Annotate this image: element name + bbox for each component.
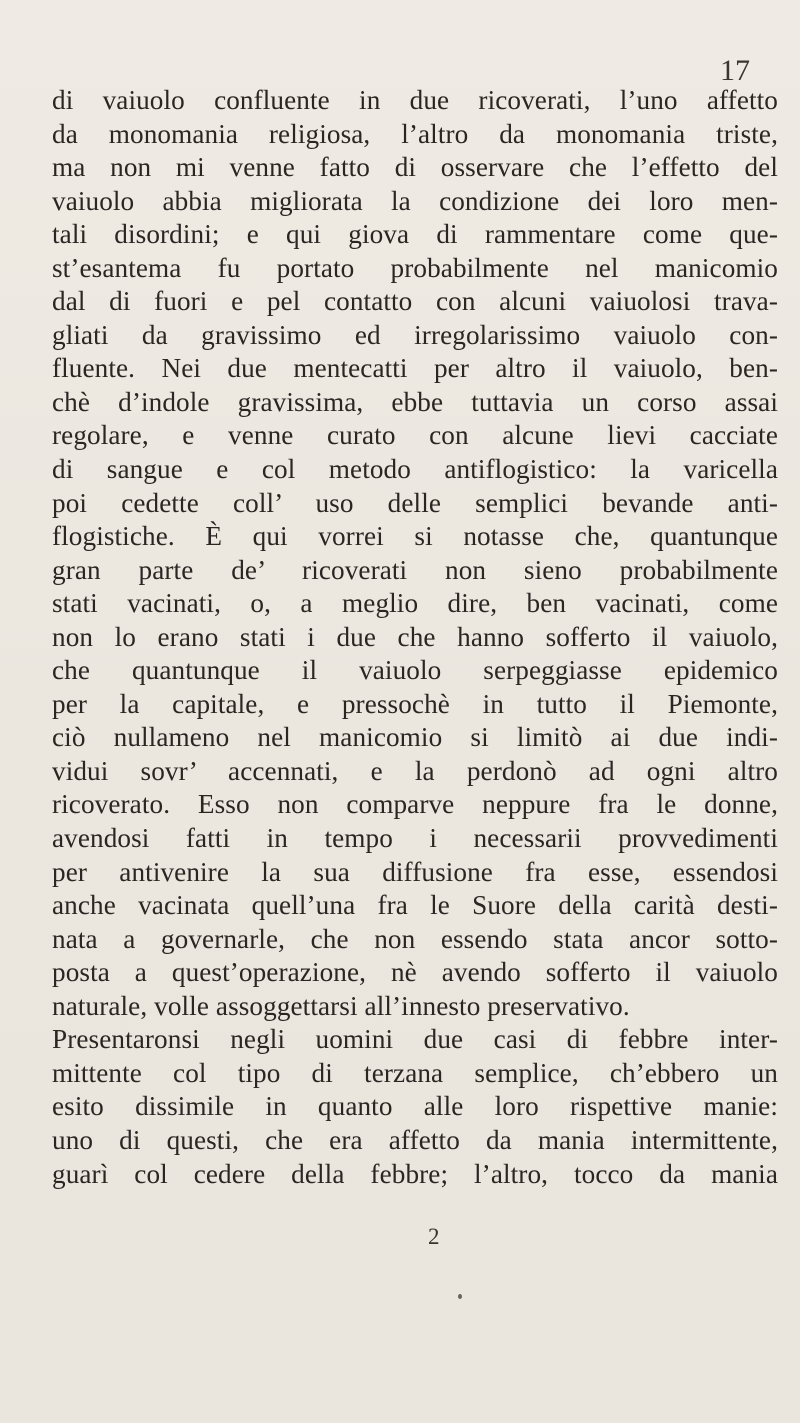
text-line: ma non mi venne fatto di osservare che l’effetto del (52, 152, 778, 183)
text-line: dal di fuori e pel contatto con alcuni vaiuolosi trava- (52, 286, 778, 317)
text-line: chè d’indole gravissima, ebbe tuttavia un corso assai (52, 386, 778, 417)
text-line: che quantunque il vaiuolo serpeggiasse epidemico (52, 655, 778, 686)
text-line: di vaiuolo confluente in due ricoverati, l’uno affetto (52, 85, 778, 115)
text-line: mittente col tipo di terzana semplice, ch’ebbero un (52, 1057, 778, 1088)
text-line: stati vacinati, o, a meglio dire, ben vacinati, come (52, 588, 778, 619)
text-line: per antivenire la sua diffusione fra esse, essendosi (52, 856, 778, 887)
text-line: anche vacinata quell’una fra le Suore della carità desti- (52, 890, 778, 921)
text-line: non lo erano stati i due che hanno sofferto il vaiuolo, (52, 621, 778, 652)
text-line: esito dissimile in quanto alle loro rispettive manie: (52, 1091, 778, 1122)
body-text (52, 84, 778, 1191)
text-line: avendosi fatti in tempo i necessarii provvedimenti (52, 823, 778, 854)
text-line: uno di questi, che era affetto da mania intermittente, (52, 1124, 778, 1155)
text-line: regolare, e venne curato con alcune lievi cacciate (52, 420, 778, 451)
ink-speck (458, 1294, 462, 1299)
text-line: nata a governarle, che non essendo stata ancor sotto- (52, 923, 778, 954)
text-line: Presentaronsi negli uomini due casi di febbre inter- (52, 1024, 778, 1055)
text-line: vaiuolo abbia migliorata la condizione dei loro men- (52, 185, 778, 216)
signature-mark: 2 (428, 1224, 440, 1249)
text-line: guarì col cedere della febbre; l’altro, tocco da mania (52, 1158, 778, 1189)
text-line: gran parte de’ ricoverati non sieno probabilmente (52, 554, 778, 585)
text-line: flogistiche. È qui vorrei si notasse che, quantunque (52, 521, 778, 552)
text-line: poi cedette coll’ uso delle semplici bevande anti- (52, 487, 778, 518)
text-line: st’esantema fu portato probabilmente nel manicomio (52, 252, 778, 283)
text-line: ciò nullameno nel manicomio si limitò ai due indi- (52, 722, 778, 753)
text-line: ricoverato. Esso non comparve neppure fra le donne, (52, 789, 778, 820)
text-line: naturale, volle assoggettarsi all’innesto preservativo. (52, 990, 630, 1021)
text-line: per la capitale, e pressochè in tutto il Piemonte, (52, 688, 778, 719)
text-line: tali disordini; e qui giova di rammentare come que- (52, 219, 778, 250)
text-line: fluente. Nei due mentecatti per altro il vaiuolo, ben- (52, 353, 778, 384)
page-number: 17 (720, 54, 750, 87)
text-line: posta a quest’operazione, nè avendo sofferto il vaiuolo (52, 957, 778, 988)
text-line: da monomania religiosa, l’altro da monomania triste, (52, 118, 778, 149)
text-line: gliati da gravissimo ed irregolarissimo vaiuolo con- (52, 319, 778, 350)
text-line: vidui sovr’ accennati, e la perdonò ad ogni altro (52, 755, 778, 786)
text-line: di sangue e col metodo antiflogistico: la varicella (52, 454, 778, 485)
